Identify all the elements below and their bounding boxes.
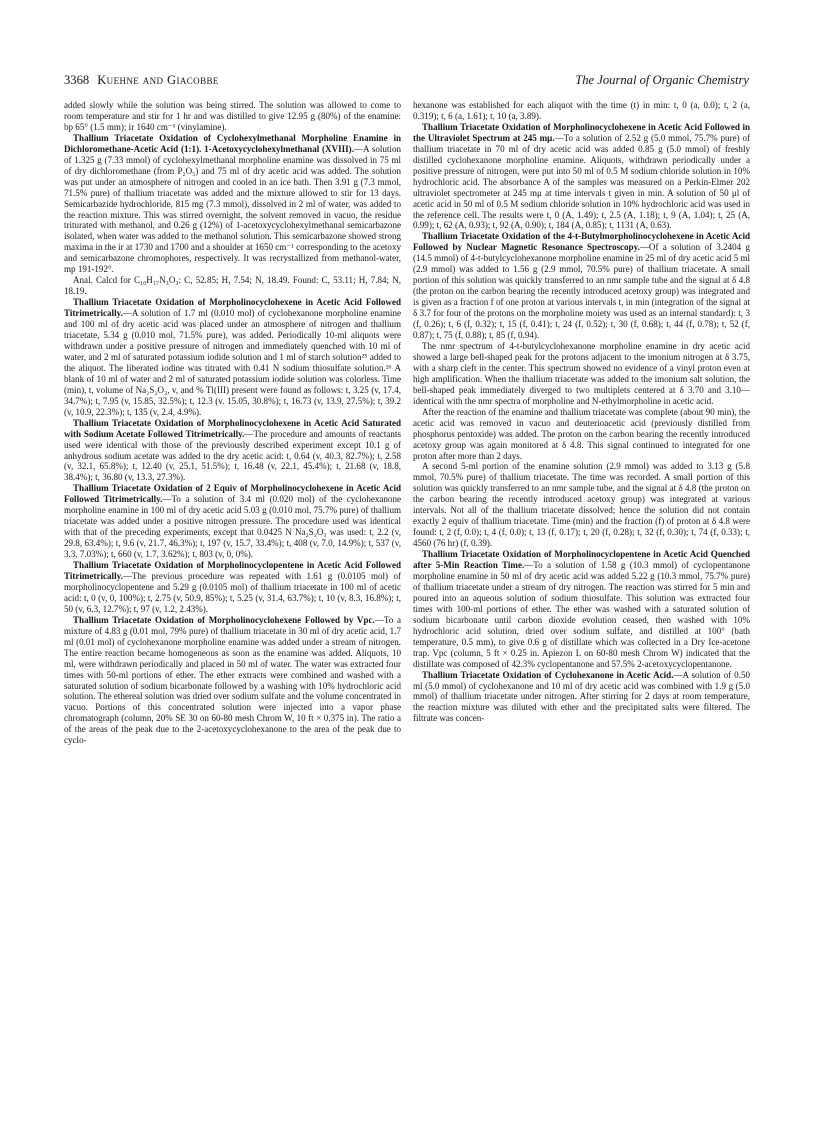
paragraph-heading: Thallium Triacetate Oxidation of Morpholinocyclopentene in Acetic Acid Quenched after 5-Min Reaction Time. [413,549,750,571]
paragraph [64,297,401,417]
paragraph-text: —To a solution of 3.4 ml (0.020 mol) of the cyclohexanone morpholine enamine in 100 ml of dry acetic acid 5.03 g (0.010 mol, 75.7% pure) of thallium triacetate was added under a positive nitrogen pressure. The procedure used was identical with that of the preceding experiments, except that 0.0425 N Na₂S₂O₃ was used: t, 2.2 (v, 29.8, 63.4%); t, 9.6 (v, 21.7, 46.3%); t, 197 (v, 15.7, 33.4%); t, 408 (v, 7.0, 14.9%); t, 537 (v, 3.3, 7.03%); t, 660 (v, 1.7, 3.62%); t, 803 (v, 0, 0%). [64,494,401,560]
paragraph [413,407,750,462]
paragraph-heading: Thallium Triacetate Oxidation of 2 Equiv of Morpholinocyclohexene in Acetic Acid Followed Titrimetrically. [64,483,401,505]
paragraph-text: —The previous procedure was repeated with 1.61 g (0.0105 mol) of morpholinocyclopentene and 5.29 g (0.0105 mol) of thallium triacetate in 100 ml of acetic acid: t, 0 (v, 0, 100%); t, 2.75 (v, 50.9, 85%); t, 5.25 (v, 31.4, 63.7%); t, 10 (v, 8.3, 16.8%); t, 50 (v, 6.3, 12.7%); t, 97 (v, 1.2, 2.43%). [64,570,401,614]
paragraph-heading: Thallium Triacetate Oxidation of the 4-t-Butylmorpholinocyclohexene in Acetic Acid Followed by Nuclear Magnetic Resonance Spectroscopy. [413,231,750,253]
paragraph-text: —A solution of 1.325 g (7.33 mmol) of cyclohexylmethanal morpholine enamine was dissolved in 75 ml of dry dichloromethane (from P₂O₅) and 75 ml of dry acetic acid was added. The solution was put under an atmosphere of nitrogen and cooled in an ice bath. Then 3.91 g (7.3 mmol, 71.5% pure) of thallium triacetate was added and the mixture allowed to stir for 13 days. Semicarbazide hydrochloride, 815 mg (7.3 mmol), dissolved in 2 ml of water, was added to the reaction mixture. This was stirred overnight, the solvent removed in vacuo, the residue triturated with methanol, and 0.26 g (12%) of 1-acetoxycyclohexylmethanal semicarbazone isolated, when water was added to the methanol solution. This semicarbazone showed strong maxima in the ir at 1730 and 1700 and a shoulder at 1650 cm⁻¹ corresponding to the acetoxy and semicarbazone chromophores, respectively. It was recrystallized from methanol-water, mp 191-192°. [64,143,401,275]
running-head-left [64,72,219,88]
paragraph [413,231,750,341]
paragraph [64,560,401,615]
paragraph [413,100,750,122]
paragraph-text: Anal. Calcd for C₁₀H₁₇N₃O₃: C, 52.85; H, 7.54; N, 18.49. Found: C, 53.11; H, 7.84; N, 18.19. [64,275,401,297]
paragraph-text: —The procedure and amounts of reactants used were identical with those of the previously described experiment except 10.1 g of anhydrous sodium acetate was added to the dry acetic acid: t, 0.64 (v, 40.3, 82.7%); t, 2.58 (v, 32.1, 65.8%); t, 12.40 (v, 25.1, 51.5%); t, 16.48 (v, 22.1, 45.4%); t, 21.68 (v, 18.8, 38.4%); t, 36.80 (v, 13.3, 27.3%). [64,428,401,483]
paragraph-heading: Thallium Triacetate Oxidation of Morpholinocyclopentene in Acetic Acid Followed Titrimetrically. [64,560,401,581]
paragraph-heading: Thallium Triacetate Oxidation of Morpholinocyclohexene Followed by Vpc. [73,614,375,625]
paragraph [413,461,750,549]
left-column [64,100,401,1110]
journal-title: The Journal of Organic Chemistry [575,73,749,87]
paragraph-heading: Thallium Triacetate Oxidation of Cyclohexanone in Acetic Acid. [422,669,674,680]
paragraph-text: The nmr spectrum of 4-t-butylcyclohexanone morpholine enamine in dry acetic acid showed a large bell-shaped peak for the protons adjacent to the imonium nitrogen at δ 3.75, with a sharp cleft in the center. This spectrum showed no evidence of a vinyl proton even at high amplification. When the thallium triacetate was added to the imonium salt solution, the bell-shaped peak immediately diverged to two multiplets centered at δ 3.70 and 3.10—identical with the nmr spectra of morpholine and N-ethylmorpholine in acetic acid. [413,340,750,406]
paragraph-text: —To a solution of 1.58 g (10.3 mmol) of cyclopentanone morpholine enamine in 50 ml of dry acetic acid was added 5.22 g (10.3 mmol, 75.7% pure) of thallium triacetate under a stream of dry nitrogen. The reaction was stirred for 5 min and poured into an aqueous solution of sodium thiosulfate. This solution was extracted four times with 100-ml portions of ether. The ether was washed with a saturated solution of sodium bicarbonate until carbon dioxide evolution ceased, then washed with 10% hydrochloric acid solution, dried over sodium sulfate, and distilled at 100° (bath temperature, 0.5 mm), to give 0.6 g of distillate which was collected in a Dry Ice-acetone trap. Vpc (column, 5 ft × 0.25 in. Apiezon L on 60-80 mesh Chrom W) indicated that the distillate was composed of 42.3% cyclopentanone and 57.5% 2-acetoxycyclopentanone. [413,560,750,669]
author-names: Kuehne and Giacobbe [97,73,219,87]
right-column [413,100,750,1110]
paragraph [413,670,750,725]
paragraph [64,133,401,275]
paragraph [64,275,401,297]
paragraph-text: hexanone was established for each aliquot with the time (t) in min: t, 0 (a, 0.0); t, 2 (a, 0.319); t, 6 (a, 1.61); t, 10 (a, 3.89). [413,100,750,121]
paragraph [64,615,401,746]
paragraph [413,549,750,669]
paragraph-text: A second 5-ml portion of the enamine solution (2.9 mmol) was added to 3.13 g (5.8 mmol, 70.5% pure) of thallium triacetate. The time was recorded. A small portion of this solution was quickly transferred to an nmr sample tube, and the signal at δ 4.8 (the proton on the carbon bearing the recently introduced acetoxy group) was integrated at various intervals. Not all of the thallium triacetate dissolved; hence the solution did not contain exactly 2 equiv of thallium triacetate. Time (min) and the fraction (f) of proton at δ 4.8 were found: t, 2 (f, 0.0); t, 4 (f, 0.0); t, 13 (f, 0.17); t, 20 (f, 0.28); t, 32 (f, 0.30); t, 74 (f, 0.33); t, 4560 (76 hr) (f, 0.39). [413,461,750,549]
paragraph-heading: Thallium Triacetate Oxidation of Morpholinocyclohexene in Acetic Acid Saturated with Sodium Acetate Followed Titrimetrically. [64,417,401,439]
paragraph-text: added slowly while the solution was being stirred. The solution was allowed to come to room temperature and stir for 1 hr and was distilled to give 12.95 g (80%) of the enamine: bp 65° (1.5 mm); ir 1640 cm⁻¹ (vinylamine). [64,100,401,132]
paragraph-text: After the reaction of the enamine and thallium triacetate was complete (about 90 min), the acetic acid was removed in vacuo and deuterioacetic acid (previously distilled from phosphorus pentoxide) was added. The proton on the carbon bearing the recently introduced acetoxy group was again monitored at δ 4.8. This signal continued to integrated for one proton after more than 2 days. [413,406,750,461]
paragraph-text: —A solution of 0.50 ml (5.0 mmol) of cyclohexanone and 10 ml of dry acetic acid was combined with 1.9 g (5.0 mmol) of thallium triacetate under nitrogen. After stirring for 2 days at room temperature, the reaction mixture was diluted with ether and the precipitated salts were filtered. The filtrate was concen- [413,669,750,724]
paragraph-heading: Thallium Triacetate Oxidation of Morpholinocyclohexene in Acetic Acid Followed Titrimetrically. [64,297,401,319]
running-head [64,72,749,88]
paragraph [64,483,401,560]
paragraph-heading: Thallium Triacetate Oxidation of Cyclohexylmethanal Morpholine Enamine in Dichloromethane-Acetic Acid (1:1). 1-Acetoxycyclohexylmethanal (XVIII). [64,132,401,154]
paragraph-text: —To a mixture of 4.83 g (0.01 mol, 79% pure) of thallium triacetate in 30 ml of dry acetic acid, 1.7 ml (0.01 mol) of cyclohexanone morpholine enamine was added under a stream of nitrogen. The entire reaction became homogeneous as soon as the enamine was added. Aliquots, 10 ml, were withdrawn periodically and placed in 50 ml of water. The water was extracted four times with 50-ml portions of ether. The ether extracts were combined and washed with a saturated solution of sodium bicarbonate followed by a washing with 10% hydrochloric acid solution. The ethereal solution was dried over sodium sulfate and the volume concentrated in vacuo. Portions of this concentrated solution were injected into a vapor phase chromatograph (column, 20% SE 30 on 60-80 mesh Chrom W, 10 ft × 0.375 in). The ratio a of the areas of the peak due to the 2-acetoxycyclohexanone to the area of the peak due to cyclo- [64,614,401,746]
paragraph [64,100,401,133]
paragraph-heading: Thallium Triacetate Oxidation of Morpholinocyclohexene in Acetic Acid Followed in the Ultraviolet Spectrum at 245 mμ. [413,121,750,143]
paragraph [64,418,401,484]
paragraph [413,341,750,407]
page-number: 3368 [64,73,90,87]
paragraph-text: —Of a solution of 3.2404 g (14.5 mmol) of 4-t-butylcyclohexanone morpholine enamine in 25 ml of dry acetic acid 5 ml (2.9 mmol) was added to 1.56 g (2.9 mmol, 70.5% pure) of thallium triacetate. A small portion of this solution was quickly transferred to an nmr sample tube and the signal at δ 4.8 (the proton on the carbon bearing the recently introduced acetoxy group) was integrated and is given as a fraction f of one proton at various intervals t, in min (integration of the signal at δ 3.7 for four of the protons on the morpholine moiety was used as an internal standard): t, 3 (f, 0.26); t, 6 (f, 0.32); t, 15 (f, 0.41); t, 24 (f, 0.52); t, 30 (f, 0.68); t, 44 (f, 0.78); t, 52 (f, 0.87); t, 75 (f, 0.88); t, 85 (f, 0.94). [413,242,750,341]
paragraph-text: —To a solution of 2.52 g (5.0 mmol, 75.7% pure) of thallium triacetate in 70 ml of dry acetic acid was added 0.85 g (5.0 mmol) of freshly distilled cyclohexanone morpholine enamine. Aliquots, withdrawn periodically under a positive pressure of nitrogen, were put into 50 ml of 0.5 M sodium chloride solution in 10% hydrochloric acid. The absorbance A of the samples was measured on a Perkin-Elmer 202 ultraviolet spectrometer at 245 mμ at time intervals t given in min. A solution of 50 μl of acetic acid in 50 ml of 0.5 M sodium chloride solution in 10% hydrochloric acid was used in the reference cell. The results were t, 0 (A, 1.49); t, 2.5 (A, 1.18); t, 9 (A, 1.04); t, 25 (A, 0.99); t, 62 (A, 0.93); t, 92 (A, 0.90); t, 184 (A, 0.85); t, 1131 (A, 0.63). [413,132,750,231]
paragraph-text: —A solution of 1.7 ml (0.010 mol) of cyclohexanone morpholine enamine and 100 ml of dry acetic acid was placed under an atmosphere of nitrogen and thallium triacetate, 5.34 g (0.010 mol, 71.5% pure), was added. Periodically 10-ml aliquots were withdrawn under a positive pressure of nitrogen and immediately quenched with 10 ml of water, and 2 ml of saturated potassium iodide solution and 1 ml of starch solution²⁵ added to the aliquot. The liberated iodine was titrated with 0.41 N sodium thiosulfate solution.²⁶ A blank of 10 ml of water and 2 ml of saturated potassium iodide solution was colorless. Time (min), t, volume of Na₂S₂O₃, v, and % Tl(III) present were found as follows: t, 3.25 (v, 17.4, 34.7%); t, 7.95 (v, 15.85, 32.5%); t, 12.3 (v. 15.05, 30.8%); t, 16.73 (v, 13.9, 27.5%); t, 39.2 (v, 10.9, 22.3%); t, 135 (v, 2.4, 4.9%). [64,308,401,417]
paragraph [413,122,750,232]
